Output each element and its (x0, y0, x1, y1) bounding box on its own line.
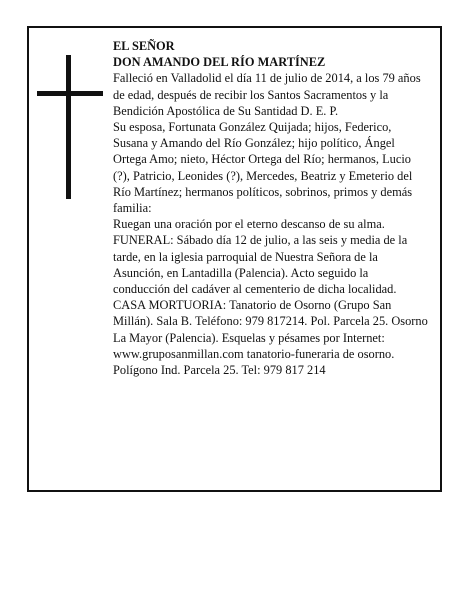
mortuary-details: CASA MORTUORIA: Tanatorio de Osorno (Grupo San Millán). Sala B. Teléfono: 979 817214. Pol. Parcela 25. Osorno La Mayor (Palencia). Esquelas y pésames por Internet: www.gruposanmillan.com tanatorio-funeraria de osorno. Polígono Ind. Parcela 25. Tel: 979 817 214 (113, 298, 428, 378)
death-details: Falleció en Valladolid el día 11 de julio de 2014, a los 79 años de edad, después de recibir los Santos Sacramentos y la Bendición Apostólica de Su Santidad D. E. P. (113, 71, 421, 118)
cross-horizontal-bar (37, 91, 103, 96)
family-list: Su esposa, Fortunata González Quijada; hijos, Federico, Susana y Amando del Río González; hijo político, Ángel Ortega Amo; nieto, Héctor Ortega del Río; hermanos, Lucio (?), Patricio, Leonides (?), Mercedes, Beatriz y Emeterio del Río Martínez; hermanos políticos, sobrinos, primos y demás familia: (113, 120, 413, 216)
deceased-name: DON AMANDO DEL RÍO MARTÍNEZ (113, 55, 326, 70)
prayer-request: Ruegan una oración por el eterno descanso de su alma. (113, 217, 385, 232)
obituary-notice (27, 26, 442, 492)
cross-icon (37, 55, 103, 199)
notice-text (113, 38, 428, 378)
cross-vertical-bar (66, 55, 71, 199)
funeral-details: FUNERAL: Sábado día 12 de julio, a las seis y media de la tarde, en la iglesia parroquial de Nuestra Señora de la Asunción, en Lantadilla (Palencia). Acto seguido la conducción del cadáver al cementerio de dicha localidad. (113, 233, 408, 297)
notice-title: EL SEÑOR (113, 39, 175, 53)
